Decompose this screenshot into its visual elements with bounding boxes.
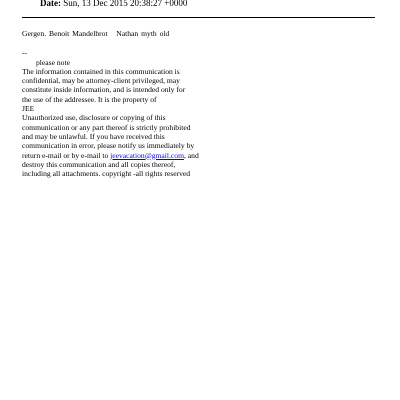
name-mandelbrot: Benoit Mandelbrot — [49, 29, 108, 38]
signature-separator: -- — [22, 48, 28, 58]
disclaimer-line: constitute inside information, and is intended only for — [22, 85, 186, 95]
email-line-suffix: , and — [183, 150, 199, 160]
disclaimer-line: communication in error, please notify us immediately by — [22, 141, 195, 151]
disclaimer-line: the use of the addressee. It is the property of — [22, 94, 157, 104]
email-line-prefix: return e-mail or by e-mail to — [22, 150, 111, 160]
disclaimer-line: JEE — [22, 104, 35, 114]
please-note-line: please note — [36, 57, 70, 67]
email-contact-line — [22, 151, 372, 160]
email-link[interactable]: jeevacation@gmail.com — [110, 150, 184, 160]
email-body — [22, 29, 372, 178]
disclaimer-line: The information contained in this communication is — [22, 66, 180, 76]
date-label: Date: — [40, 0, 61, 8]
date-value: Sun, 13 Dec 2015 20:38:27 +0000 — [63, 0, 188, 8]
name-gergen: Gergen. — [22, 29, 47, 38]
disclaimer-line: Unauthorized use, disclosure or copying of this — [22, 113, 166, 123]
disclaimer-line: and may be unlawful. If you have received this — [22, 131, 165, 141]
closing-line: including all attachments. copyright -all rights reserved — [22, 169, 191, 179]
names-line — [22, 29, 372, 38]
disclaimer-line: confidential, may be attorney-client privileged, may — [22, 76, 180, 86]
disclaimer-line: communication or any part thereof is strictly prohibited — [22, 122, 191, 132]
name-nathan: Nathan myth old — [116, 29, 170, 38]
closing-line: destroy this communication and all copies thereof, — [22, 159, 176, 169]
date-header — [40, 0, 187, 9]
paragraph-gap — [22, 38, 372, 48]
header-divider — [22, 17, 375, 18]
